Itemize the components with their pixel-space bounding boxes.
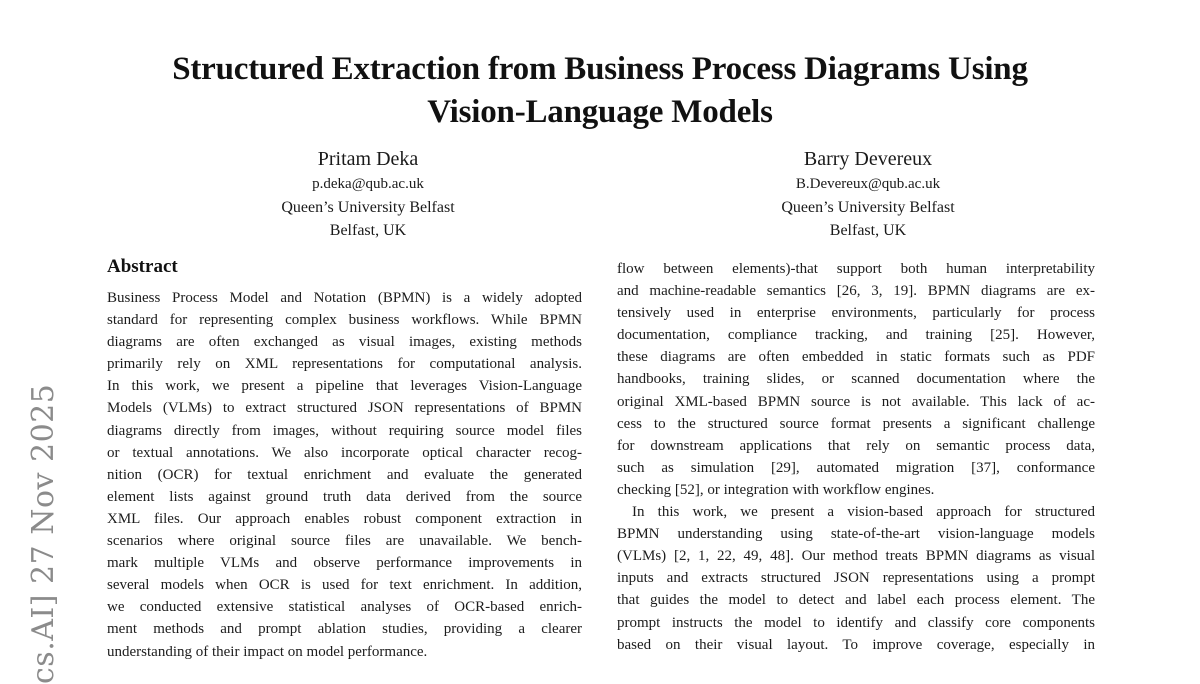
paragraph-line: flow between elements)-that support both human interpretability	[617, 261, 1095, 277]
paragraph-line: scenarios where original source files are unavailable. We bench-	[107, 533, 582, 550]
paragraph-line: we conducted extensive statistical analyses of OCR-based enrich-	[107, 599, 582, 616]
paragraph-line: for downstream applications that rely on semantic process data,	[617, 437, 1095, 454]
author-name: Barry Devereux	[803, 148, 933, 170]
paragraph-line: primarily rely on XML representations for computational analysis.	[107, 356, 582, 373]
abstract-text	[107, 287, 582, 663]
author-affiliation: Queen’s University Belfast	[781, 199, 955, 216]
paragraph-line: ment methods and prompt ablation studies, providing a clearer	[107, 621, 582, 638]
title-line-1: Structured Extraction from Business Process Diagrams Using	[172, 51, 1028, 87]
paragraph-line: In this work, we present a vision-based approach for structured	[632, 504, 1095, 521]
paragraph-line: based on their visual layout. To improve coverage, especially in	[617, 636, 1095, 653]
paragraph-line: standard for representing complex business workflows. While BPMN	[107, 312, 582, 329]
abstract-section	[107, 256, 582, 663]
paragraph-line: (VLMs) [2, 1, 22, 49, 48]. Our method treats BPMN diagrams as visual	[617, 548, 1095, 565]
author-block-1	[118, 146, 618, 242]
author-email: B.Devereux@qub.ac.uk	[795, 176, 941, 192]
abstract-heading: Abstract	[107, 256, 178, 277]
paragraph-line: such as simulation [29], automated migration [37], conformance	[617, 459, 1095, 476]
paragraph-line: BPMN understanding using state-of-the-art vision-language models	[617, 526, 1095, 543]
paragraph-line: mark multiple VLMs and observe performance improvements in	[107, 555, 582, 572]
paragraph-line: diagrams are often exchanged as visual images, existing methods	[107, 334, 582, 351]
author-location: Belfast, UK	[829, 222, 907, 239]
paragraph-line: Models (VLMs) to extract structured JSON representations of BPMN	[107, 400, 582, 417]
paragraph-line: nition (OCR) for textual enrichment and evaluate the generated	[107, 466, 582, 483]
paragraph-line: element lists against ground truth data derived from the source	[107, 488, 582, 505]
paragraph-line: these diagrams are often embedded in static formats such as PDF	[617, 349, 1095, 366]
paragraph-line: understanding of their impact on model performance.	[107, 643, 428, 660]
paragraph-line: XML files. Our approach enables robust component extraction in	[107, 510, 582, 527]
paragraph-line: checking [52], or integration with workflow engines.	[617, 481, 935, 498]
paragraph-line: or textual annotations. We also incorporate optical character recog-	[107, 444, 582, 461]
paragraph-line: documentation, compliance tracking, and training [25]. However,	[617, 327, 1095, 344]
author-email: p.deka@qub.ac.uk	[312, 176, 424, 192]
paragraph-line: In this work, we present a pipeline that leverages Vision-Language	[107, 378, 582, 395]
paragraph-line: cess to the structured source format presents a significant challenge	[617, 415, 1095, 432]
paragraph-line: diagrams directly from images, without requiring source model files	[107, 422, 582, 439]
author-name: Pritam Deka	[317, 148, 419, 170]
author-location: Belfast, UK	[329, 222, 407, 239]
paragraph-line: handbooks, training slides, or scanned documentation where the	[617, 371, 1095, 388]
two-column-body	[107, 256, 1095, 663]
title-line-2: Vision-Language Models	[427, 94, 773, 130]
paragraph-line: several models when OCR is used for text enrichment. In addition,	[107, 577, 582, 594]
paragraph-line: inputs and extracts structured JSON representations using a prompt	[617, 570, 1095, 587]
author-block-2	[618, 146, 1118, 242]
paragraph-line: tensively used in enterprise environments, particularly for process	[617, 305, 1095, 322]
paragraph-line: Business Process Model and Notation (BPMN) is a widely adopted	[107, 290, 582, 306]
author-affiliation: Queen’s University Belfast	[281, 199, 455, 216]
authors-row	[118, 146, 1118, 242]
paragraph-line: that guides the model to detect and label each process element. The	[617, 592, 1095, 609]
paragraph-line: and machine-readable semantics [26, 3, 19]. BPMN diagrams are ex-	[617, 283, 1095, 300]
paragraph-line: prompt instructs the model to identify and classify core components	[617, 614, 1095, 631]
introduction-text	[617, 256, 1095, 663]
paper-title	[0, 48, 1200, 134]
arxiv-watermark: cs.AI] 27 Nov 2025	[26, 383, 61, 684]
paragraph-line: original XML-based BPMN source is not available. This lack of ac-	[617, 393, 1095, 410]
